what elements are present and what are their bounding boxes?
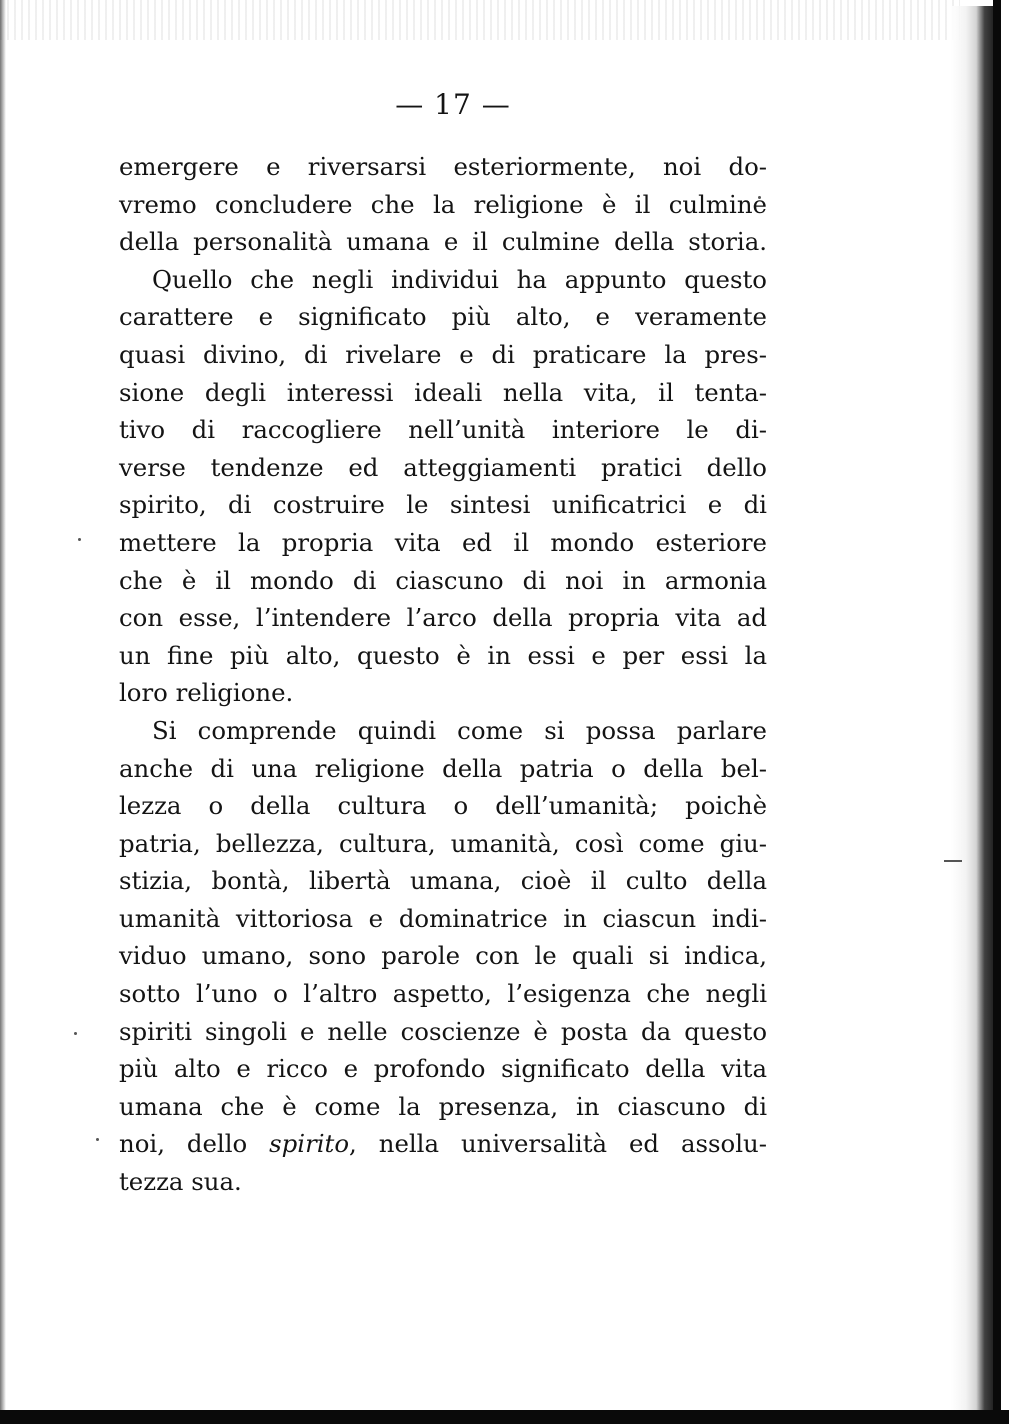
text-line: stizia, bontà, libertà umana, cioè il culto della xyxy=(119,866,767,896)
text-line: emergere e riversarsi esteriormente, noi do- xyxy=(119,152,767,181)
italic-word: spirito xyxy=(269,1129,350,1159)
text-line: carattere e significato più alto, e veramente xyxy=(119,302,767,332)
text-line: verse tendenze ed atteggiamenti pratici dello xyxy=(119,452,767,482)
text-line: della personalità umana e il culmine della storia. xyxy=(119,227,767,257)
scan-speck xyxy=(944,860,962,862)
text-line: quasi divino, di rivelare e di praticare la pres- xyxy=(119,339,767,369)
text-line: spiriti singoli e nelle coscienze è posta da questo xyxy=(119,1016,767,1046)
text-line: viduo umano, sono parole con le quali si indica, xyxy=(119,941,767,971)
text-line: sione degli interessi ideali nella vita, il tenta- xyxy=(119,377,767,407)
text-line: un fine più alto, questo è in essi e per essi la xyxy=(119,640,767,670)
text-line-final: tezza sua. xyxy=(119,1167,242,1197)
body-text xyxy=(119,148,767,1201)
text-line: mettere la propria vita ed il mondo esteriore xyxy=(119,527,767,557)
scan-top-noise xyxy=(0,0,960,40)
text-line: sotto l’uno o l’altro aspetto, l’esigenza che negli xyxy=(119,979,767,1009)
text-line: più alto e ricco e profondo significato della vita xyxy=(119,1054,767,1084)
text-line-with-italic xyxy=(119,1125,767,1163)
text-line: che è il mondo di ciascuno di noi in armonia xyxy=(119,565,767,595)
text-line: lezza o della cultura o dell’umanità; poichè xyxy=(119,791,767,821)
scan-bottom-border xyxy=(0,1410,1009,1424)
text-line: patria, bellezza, cultura, umanità, così come giu- xyxy=(119,828,767,858)
scan-speck xyxy=(74,1032,77,1035)
text-line: loro religione. xyxy=(119,678,294,708)
text-line: vremo concludere che la religione è il culmine xyxy=(119,189,767,219)
text-line: umanità vittoriosa e dominatrice in ciascun indi- xyxy=(119,903,767,933)
text-segment: noi, dello xyxy=(119,1129,270,1159)
scan-left-edge xyxy=(0,0,6,1424)
text-line: anche di una religione della patria o della bel- xyxy=(119,753,767,783)
text-line: spirito, di costruire le sintesi unificatrici e di xyxy=(119,490,767,520)
scan-speck xyxy=(96,1138,99,1141)
text-segment: , nella universalità ed assolu- xyxy=(349,1129,767,1159)
text-line: Si comprende quindi come si possa parlare xyxy=(152,715,767,745)
text-line: Quello che negli individui ha appunto questo xyxy=(152,264,767,294)
page-number: — 17 — xyxy=(395,88,511,121)
text-line: con esse, l’intendere l’arco della propria vita ad xyxy=(119,603,767,633)
scan-speck xyxy=(78,538,81,541)
scan-right-border xyxy=(993,0,1001,1424)
text-line: tivo di raccogliere nell’unità interiore le di- xyxy=(119,415,767,445)
scan-right-shadow xyxy=(951,6,993,1416)
text-line: umana che è come la presenza, in ciascuno di xyxy=(119,1091,767,1121)
